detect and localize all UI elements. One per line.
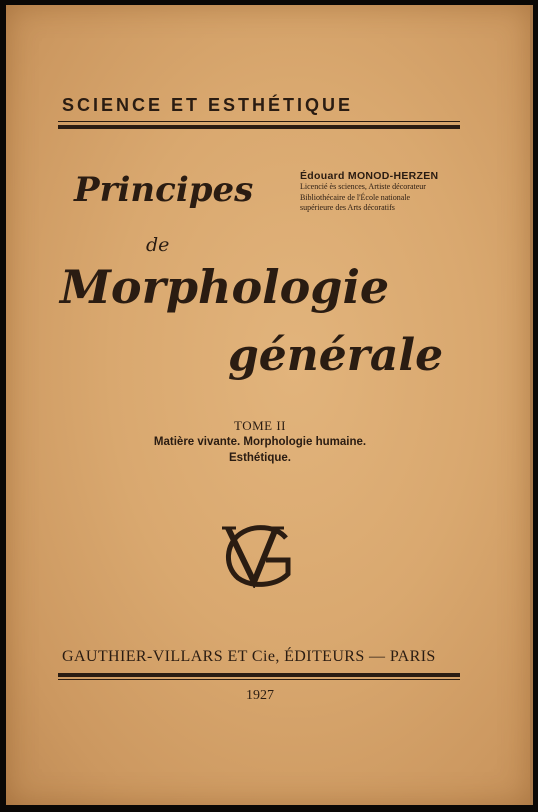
title-line-principes: Principes [74,170,254,210]
author-name: Édouard MONOD-HERZEN [300,170,439,182]
publisher-rule-thick [58,673,460,677]
author-credential: supérieure des Arts décoratifs [300,203,395,212]
title-line-morphologie: Morphologie [60,260,390,314]
title-line-generale: générale [228,330,444,381]
publisher-monogram-icon [214,520,302,588]
volume-subtitle: Matière vivante. Morphologie humaine. [153,436,367,448]
tome-label: TOME II [233,418,286,433]
author-credential: Licencié ès sciences, Artiste décorateur [300,182,426,191]
series-rule-thick [58,125,460,129]
series-rule-thin [58,121,460,122]
publisher-rule-thin [58,679,460,680]
volume-subtitle: Esthétique. [229,452,291,464]
publisher-line: GAUTHIER-VILLARS ET Cie, ÉDITEURS — PARIS [62,648,436,665]
author-credential: Bibliothécaire de l'École nationale [300,192,411,202]
volume-block [120,418,400,466]
author-block [300,170,470,214]
series-title: SCIENCE ET ESTHÉTIQUE [62,95,354,115]
publication-year: 1927 [246,688,274,703]
title-line-de: de [146,234,170,256]
